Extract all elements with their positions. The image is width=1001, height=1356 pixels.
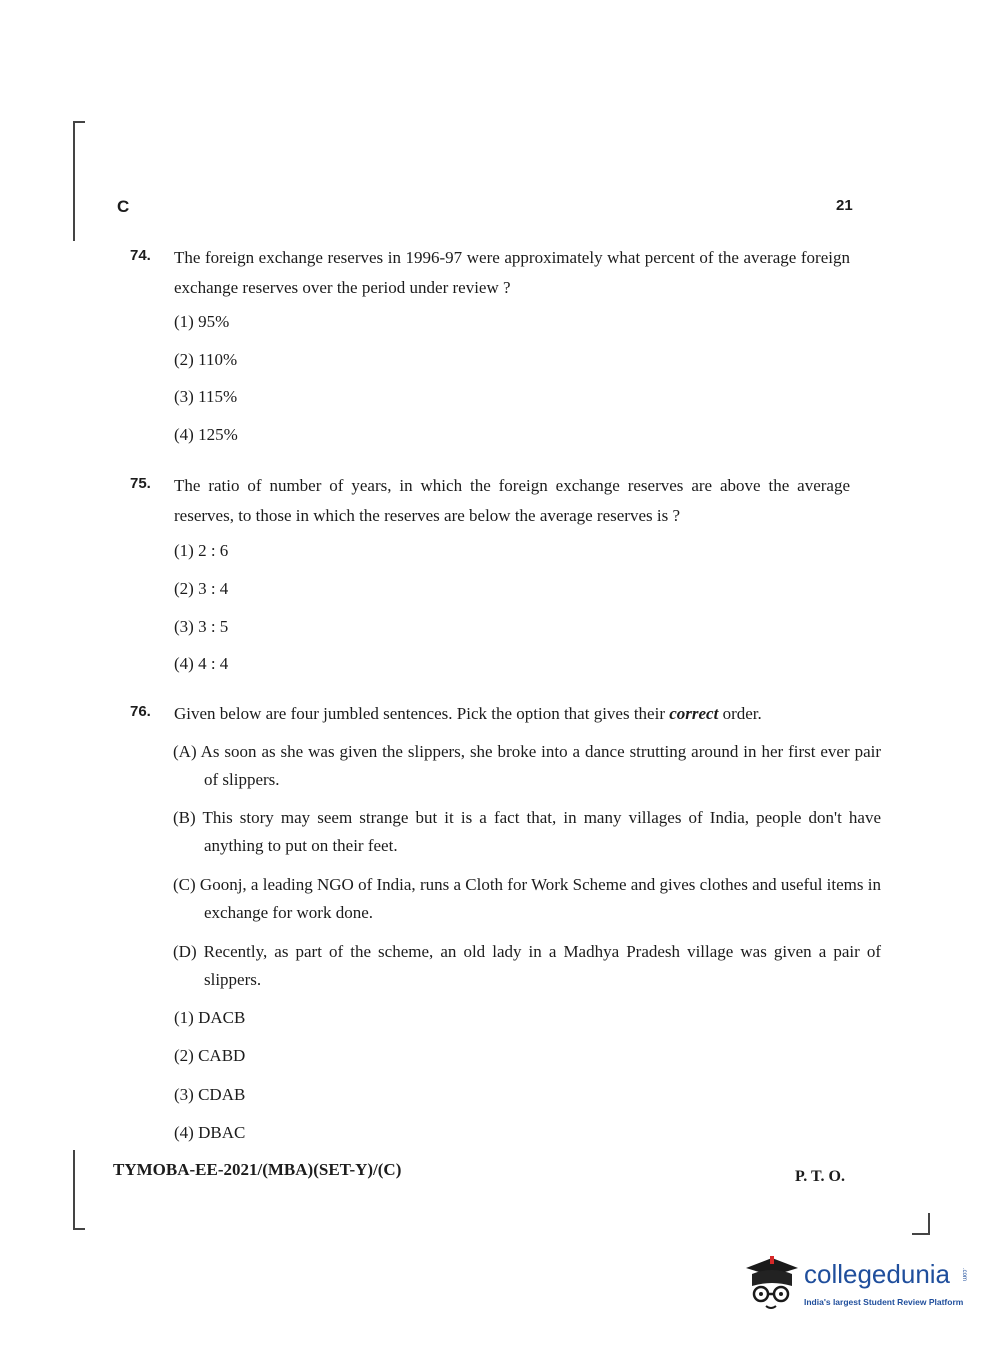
question-number: 74. [130, 247, 151, 264]
question-number: 75. [130, 475, 151, 492]
option-2: (2) 3 : 4 [174, 579, 229, 598]
option-2: (2) CABD [174, 1046, 246, 1065]
option-3: (3) 3 : 5 [174, 617, 229, 636]
option-2: (2) 110% [174, 350, 238, 369]
sentence-c: (C) Goonj, a leading NGO of India, runs a Cloth for Work Scheme and gives clothes and useful items in exchange for work done. [173, 875, 881, 922]
question-text [174, 699, 850, 729]
option-1: (1) DACB [174, 1008, 246, 1027]
question-text: The ratio of number of years, in which the foreign exchange reserves are above the average reserves, to those in which the reserves are below the average reserves is ? [174, 476, 850, 525]
sentence-b: (B) This story may seem strange but it is a fact that, in many villages of India, people don't have anything to put on their feet. [173, 808, 881, 855]
option-3: (3) 115% [174, 387, 238, 406]
paper-code: TYMOBA-EE-2021/(MBA)(SET-Y)/(C) [113, 1160, 402, 1179]
option-4: (4) DBAC [174, 1123, 246, 1142]
crop-mark-left-bottom [73, 1150, 75, 1230]
brand-tagline: India's largest Student Review Platform [804, 1297, 964, 1307]
brand-dotcom: .com [961, 1268, 967, 1282]
question-text: The foreign exchange reserves in 1996-97 were approximately what percent of the average foreign exchange reserves over the period under review ? [174, 248, 850, 297]
crop-mark-top [73, 121, 85, 123]
option-4: (4) 125% [174, 425, 238, 444]
set-letter: C [117, 197, 130, 216]
page-turn-over: P. T. O. [795, 1168, 845, 1185]
brand-name: collegedunia [804, 1259, 951, 1289]
page-number: 21 [836, 197, 853, 214]
crop-mark-left [73, 121, 75, 241]
question-text-tail: order. [718, 704, 762, 723]
option-3: (3) CDAB [174, 1085, 246, 1104]
crop-mark-right-bottom [928, 1213, 930, 1235]
sentence-a: (A) As soon as she was given the slippers, she broke into a dance strutting around in her first ever pair of slippers. [173, 742, 881, 789]
option-1: (1) 2 : 6 [174, 541, 229, 560]
question-number: 76. [130, 703, 151, 720]
sentence-d: (D) Recently, as part of the scheme, an old lady in a Madhya Pradesh village was given a pair of slippers. [173, 942, 881, 989]
option-4: (4) 4 : 4 [174, 654, 229, 673]
mascot-icon [742, 1254, 802, 1314]
option-1: (1) 95% [174, 312, 230, 331]
emphasis-word: correct [669, 704, 719, 723]
crop-mark-bottom-left [73, 1228, 85, 1230]
question-text-lead: Given below are four jumbled sentences. Pick the option that gives their [174, 704, 670, 723]
crop-mark-bottom-right [912, 1233, 930, 1235]
collegedunia-logo[interactable] [742, 1254, 972, 1314]
